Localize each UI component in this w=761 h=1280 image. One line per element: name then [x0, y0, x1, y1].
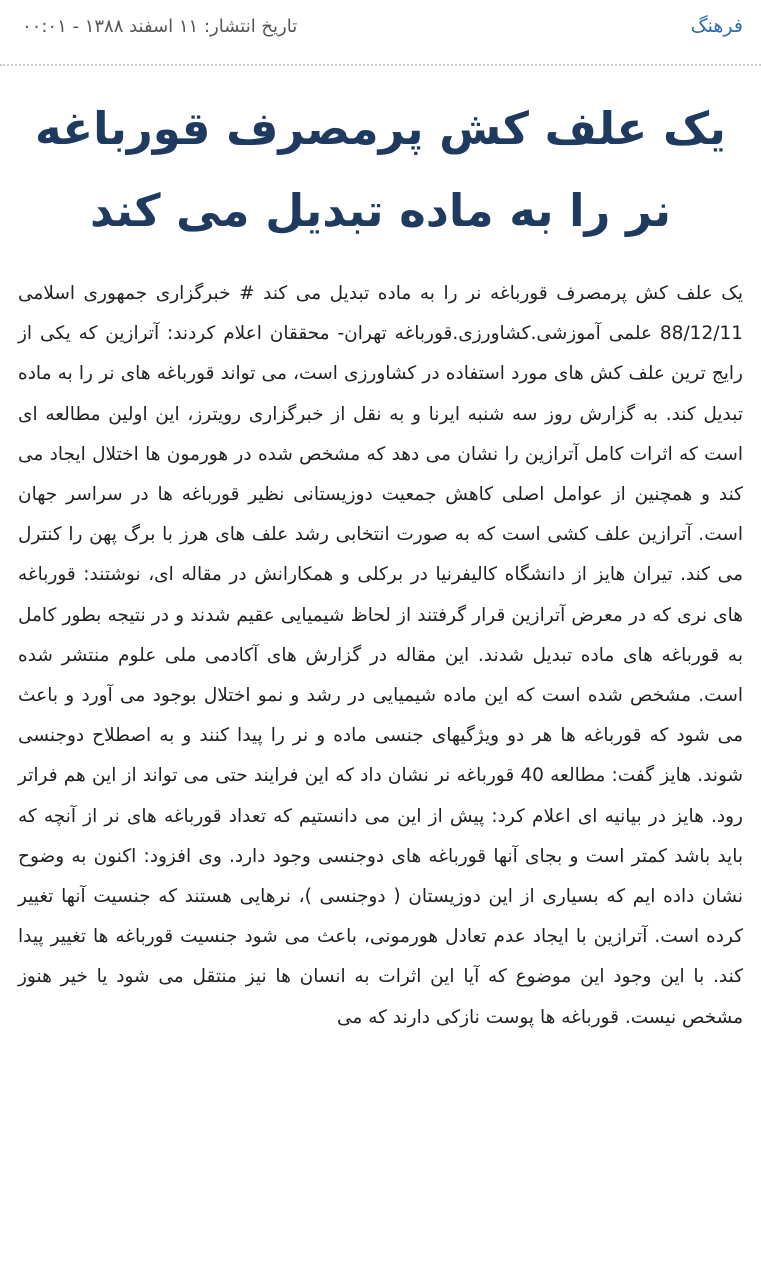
category-link[interactable]: فرهنگ	[690, 15, 743, 37]
publish-date-label: تاریخ انتشار:	[203, 15, 298, 37]
publish-date-value: ۱۱ اسفند ۱۳۸۸ - ۰۰:۰۱	[22, 15, 199, 37]
article-body: یک علف کش پرمصرف قورباغه نر را به ماده تبدیل می کند # خبرگزاری جمهوری اسلامی 88/12/11 علمی آموزشی.کشاورزی.قورباغه تهران- محققان اعلام کردند: آترازین که یکی از رایج ترین علف کش های مورد استفاده در کشاورزی است، می تواند قورباغه های نر را به ماده تبدیل کند. به گزارش روز سه شنبه ایرنا و به نقل از خبرگزاری رویترز، این اولین مطالعه ای است که اثرات کامل آترازین را نشان می دهد که مشخص شده در هورمون ها اختلال ایجاد می کند و همچنین از عوامل اصلی کاهش جمعیت دوزیستانی نظیر قورباغه ها در سراسر جهان است. آترازین علف کشی است که به صورت انتخابی رشد علف های هرز با برگ پهن را کنترل می کند. تیران هایز از دانشگاه کالیفرنیا در برکلی و همکارانش در مقاله ای، نوشتند: قورباغه های نری که در معرض آترازین قرار گرفتند از لحاظ شیمیایی عقیم شدند و در نتیجه بطور کامل به قورباغه های ماده تبدیل شدند. این مقاله در گزارش های آکادمی ملی علوم منتشر شده است. مشخص شده است که این ماده شیمیایی در رشد و نمو اختلال بوجود می آورد و باعث می شود که قورباغه ها هر دو ویژگیهای جنسی ماده و نر را پیدا کنند و به اصطلاح دوجنسی شوند. هایز گفت: مطالعه 40 قورباغه نر نشان داد که این فرایند حتی می تواند از این هم فراتر رود. هایز در بیانیه ای اعلام کرد: پیش از این می دانستیم که تعداد قورباغه های نر از آنچه که باید باشد کمتر است و بجای آنها قورباغه های دوجنسی وجود دارد. وی افزود: اکنون به وضوح نشان داده ایم که بسیاری از این دوزیستان ( دوجنسی )، نرهایی هستند که جنسیت آنها تغییر کرده است. آترازین با ایجاد عدم تعادل هورمونی، باعث می شود جنسیت قورباغه ها تغییر پیدا کند. با این وجود این موضوع که آیا این اثرات به انسان ها نیز منتقل می شود یا خیر هنوز مشخص نیست. قورباغه ها پوست نازکی دارند که می	[18, 283, 744, 1028]
article-meta-bar	[0, 0, 761, 52]
article-title: یک علف کش پرمصرف قورباغه نر را به ماده تبدیل می کند	[35, 102, 726, 237]
publish-date	[22, 16, 297, 37]
header-divider	[0, 64, 761, 66]
